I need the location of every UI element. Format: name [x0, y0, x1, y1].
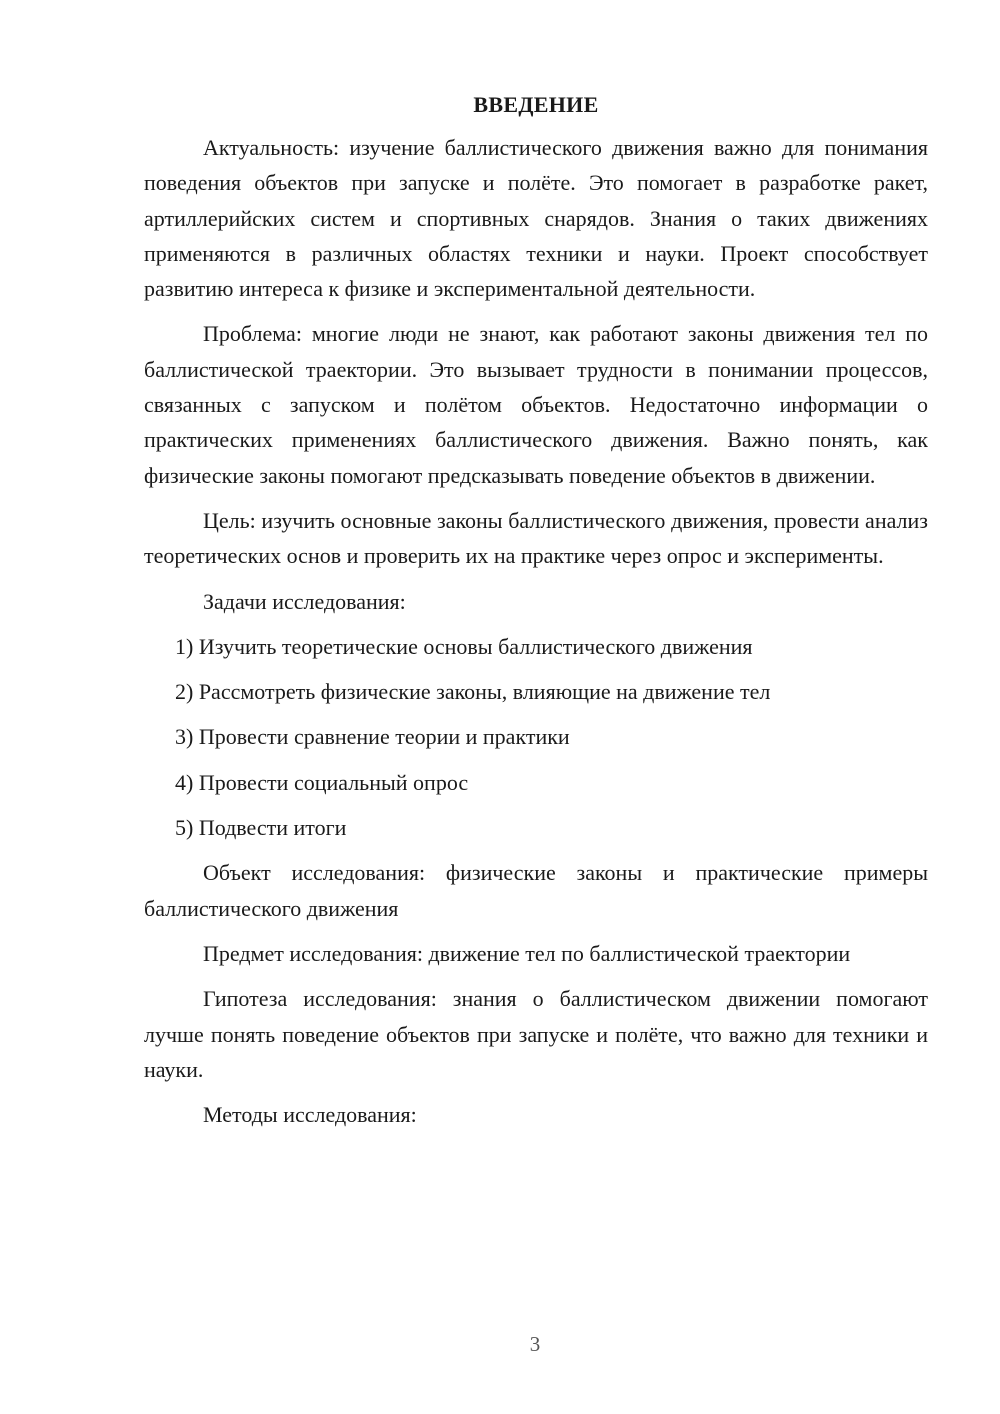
page-number: 3: [529, 1332, 541, 1356]
problem-paragraph: Проблема: многие люди не знают, как работают законы движения тел по баллистической траектории. Это вызывает трудности в понимании процессов, связанных с запуском и полётом объектов. Недостаточно информации о практических применениях баллистического движения. Важно понять, как физические законы помогают предсказывать поведение объектов в движении.: [144, 321, 928, 488]
list-item: 4) Провести социальный опрос: [175, 769, 469, 795]
list-item: 5) Подвести итоги: [175, 815, 347, 841]
document-page: [144, 90, 928, 1142]
goal-paragraph: Цель: изучить основные законы баллистического движения, провести анализ теоретических основ и проверить их на практике через опрос и эксперименты.: [144, 507, 928, 569]
section-heading: ВВЕДЕНИЕ: [473, 92, 599, 117]
list-item: 1) Изучить теоретические основы баллистического движения: [175, 633, 753, 659]
tasks-list: [144, 629, 928, 845]
list-item: 2) Рассмотреть физические законы, влияющие на движение тел: [175, 679, 771, 705]
tasks-heading: Задачи исследования:: [203, 588, 406, 614]
methods-heading: Методы исследования:: [203, 1102, 417, 1128]
hypothesis-paragraph: Гипотеза исследования: знания о баллистическом движении помогают лучше понять поведение объектов при запуске и полёте, что важно для техники и науки.: [144, 986, 928, 1082]
list-item: 3) Провести сравнение теории и практики: [175, 724, 570, 750]
relevance-paragraph: Актуальность: изучение баллистического движения важно для понимания поведения объектов при запуске и полёте. Это помогает в разработке ракет, артиллерийских систем и спортивных снарядов. Знания о таких движениях применяются в различных областях техники и науки. Проект способствует развитию интереса к физике и экспериментальной деятельности.: [144, 135, 928, 302]
object-paragraph: Объект исследования: физические законы и практические примеры баллистического движения: [144, 860, 928, 921]
subject-paragraph: Предмет исследования: движение тел по баллистической траектории: [203, 940, 851, 966]
